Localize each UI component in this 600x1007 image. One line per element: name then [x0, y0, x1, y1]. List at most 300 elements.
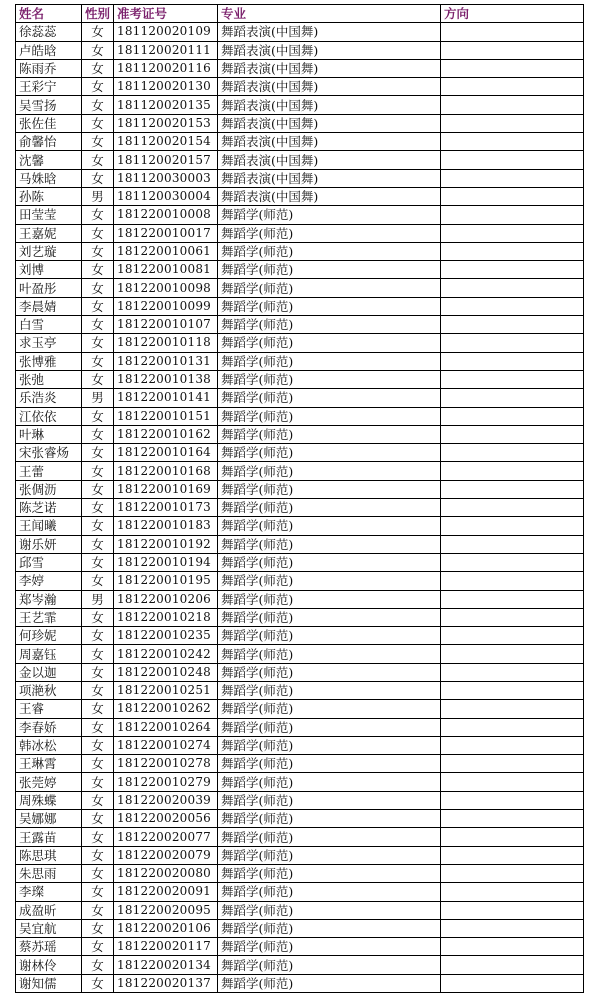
cell-direction [441, 41, 584, 59]
cell-direction [441, 59, 584, 77]
table-row [16, 334, 584, 352]
table-row [16, 938, 584, 956]
cell-name: 吴宜航 [16, 919, 82, 937]
table-row [16, 370, 584, 388]
cell-major: 舞蹈学(师范) [218, 901, 441, 919]
cell-gender: 女 [82, 846, 114, 864]
cell-gender: 女 [82, 59, 114, 77]
cell-major: 舞蹈学(师范) [218, 974, 441, 992]
table-row [16, 810, 584, 828]
cell-direction [441, 608, 584, 626]
cell-exam-id: 181220010248 [114, 663, 218, 681]
cell-exam-id: 181220020077 [114, 828, 218, 846]
cell-name: 王嘉妮 [16, 224, 82, 242]
cell-gender: 男 [82, 590, 114, 608]
cell-direction [441, 974, 584, 992]
cell-major: 舞蹈表演(中国舞) [218, 59, 441, 77]
cell-exam-id: 181220010242 [114, 645, 218, 663]
cell-exam-id: 181220010183 [114, 517, 218, 535]
cell-direction [441, 499, 584, 517]
cell-exam-id: 181220010264 [114, 718, 218, 736]
table-row [16, 59, 584, 77]
cell-gender: 女 [82, 645, 114, 663]
cell-direction [441, 279, 584, 297]
cell-name: 蔡苏瑶 [16, 938, 82, 956]
header-direction: 方向 [441, 5, 584, 23]
cell-gender: 女 [82, 810, 114, 828]
cell-major: 舞蹈学(师范) [218, 590, 441, 608]
cell-name: 吴娜娜 [16, 810, 82, 828]
table-row [16, 736, 584, 754]
cell-gender: 女 [82, 96, 114, 114]
table-row [16, 828, 584, 846]
cell-direction [441, 645, 584, 663]
cell-gender: 女 [82, 151, 114, 169]
cell-major: 舞蹈学(师范) [218, 736, 441, 754]
cell-major: 舞蹈学(师范) [218, 261, 441, 279]
table-row [16, 407, 584, 425]
cell-direction [441, 316, 584, 334]
cell-direction [441, 590, 584, 608]
table-row [16, 864, 584, 882]
cell-exam-id: 181220010099 [114, 297, 218, 315]
table-row [16, 297, 584, 315]
cell-gender: 女 [82, 773, 114, 791]
cell-exam-id: 181220010118 [114, 334, 218, 352]
cell-gender: 女 [82, 279, 114, 297]
header-exam-id: 准考证号 [114, 5, 218, 23]
cell-name: 张博雅 [16, 352, 82, 370]
cell-gender: 女 [82, 261, 114, 279]
cell-major: 舞蹈学(师范) [218, 846, 441, 864]
cell-gender: 女 [82, 114, 114, 132]
cell-direction [441, 810, 584, 828]
cell-gender: 女 [82, 553, 114, 571]
cell-direction [441, 919, 584, 937]
cell-major: 舞蹈学(师范) [218, 462, 441, 480]
table-row [16, 425, 584, 443]
cell-name: 李婷 [16, 572, 82, 590]
cell-direction [441, 261, 584, 279]
cell-direction [441, 96, 584, 114]
cell-exam-id: 181220010235 [114, 627, 218, 645]
cell-gender: 女 [82, 499, 114, 517]
cell-exam-id: 181220010107 [114, 316, 218, 334]
cell-gender: 女 [82, 352, 114, 370]
cell-exam-id: 181220010008 [114, 206, 218, 224]
table-row [16, 755, 584, 773]
table-row [16, 41, 584, 59]
cell-gender: 女 [82, 828, 114, 846]
cell-major: 舞蹈学(师范) [218, 242, 441, 260]
cell-direction [441, 864, 584, 882]
cell-major: 舞蹈学(师范) [218, 407, 441, 425]
cell-name: 陈芝诺 [16, 499, 82, 517]
cell-direction [441, 224, 584, 242]
cell-name: 俞馨怡 [16, 133, 82, 151]
cell-major: 舞蹈表演(中国舞) [218, 96, 441, 114]
cell-name: 邱雪 [16, 553, 82, 571]
cell-name: 求玉亭 [16, 334, 82, 352]
cell-major: 舞蹈学(师范) [218, 553, 441, 571]
cell-gender: 女 [82, 462, 114, 480]
table-row [16, 444, 584, 462]
cell-name: 周嘉钰 [16, 645, 82, 663]
cell-exam-id: 181220010138 [114, 370, 218, 388]
cell-direction [441, 370, 584, 388]
cell-direction [441, 553, 584, 571]
table-row [16, 700, 584, 718]
cell-gender: 女 [82, 572, 114, 590]
table-row [16, 956, 584, 974]
cell-gender: 女 [82, 334, 114, 352]
cell-name: 王蕾 [16, 462, 82, 480]
cell-exam-id: 181220010151 [114, 407, 218, 425]
cell-name: 刘博 [16, 261, 82, 279]
cell-major: 舞蹈学(师范) [218, 718, 441, 736]
cell-major: 舞蹈学(师范) [218, 681, 441, 699]
cell-major: 舞蹈学(师范) [218, 627, 441, 645]
cell-name: 李晨婧 [16, 297, 82, 315]
cell-major: 舞蹈学(师范) [218, 828, 441, 846]
cell-major: 舞蹈学(师范) [218, 608, 441, 626]
cell-name: 陈思琪 [16, 846, 82, 864]
cell-exam-id: 181120020111 [114, 41, 218, 59]
cell-direction [441, 718, 584, 736]
cell-name: 白雪 [16, 316, 82, 334]
header-major: 专业 [218, 5, 441, 23]
table-row [16, 480, 584, 498]
cell-exam-id: 181220010081 [114, 261, 218, 279]
table-row [16, 608, 584, 626]
cell-major: 舞蹈学(师范) [218, 864, 441, 882]
cell-major: 舞蹈表演(中国舞) [218, 114, 441, 132]
cell-direction [441, 23, 584, 41]
cell-exam-id: 181120020116 [114, 59, 218, 77]
cell-gender: 女 [82, 242, 114, 260]
cell-name: 宋张睿炀 [16, 444, 82, 462]
cell-gender: 女 [82, 407, 114, 425]
cell-major: 舞蹈学(师范) [218, 444, 441, 462]
cell-exam-id: 181120020153 [114, 114, 218, 132]
cell-direction [441, 535, 584, 553]
cell-gender: 女 [82, 133, 114, 151]
cell-major: 舞蹈学(师范) [218, 572, 441, 590]
cell-name: 叶盈彤 [16, 279, 82, 297]
cell-direction [441, 956, 584, 974]
table-row [16, 389, 584, 407]
cell-name: 李璨 [16, 883, 82, 901]
cell-gender: 女 [82, 608, 114, 626]
cell-gender: 男 [82, 187, 114, 205]
cell-name: 叶琳 [16, 425, 82, 443]
cell-gender: 女 [82, 444, 114, 462]
cell-name: 孙陈 [16, 187, 82, 205]
cell-gender: 女 [82, 736, 114, 754]
cell-direction [441, 133, 584, 151]
table-row [16, 462, 584, 480]
cell-name: 谢乐妍 [16, 535, 82, 553]
cell-direction [441, 627, 584, 645]
cell-gender: 女 [82, 883, 114, 901]
cell-gender: 女 [82, 627, 114, 645]
cell-gender: 女 [82, 938, 114, 956]
cell-direction [441, 846, 584, 864]
cell-direction [441, 700, 584, 718]
cell-exam-id: 181220010141 [114, 389, 218, 407]
cell-direction [441, 169, 584, 187]
table-body [16, 23, 584, 993]
cell-direction [441, 334, 584, 352]
cell-name: 项滟秋 [16, 681, 82, 699]
table-row [16, 681, 584, 699]
table-row [16, 114, 584, 132]
table-row [16, 23, 584, 41]
cell-gender: 女 [82, 663, 114, 681]
cell-major: 舞蹈学(师范) [218, 517, 441, 535]
table-row [16, 78, 584, 96]
cell-gender: 女 [82, 206, 114, 224]
cell-gender: 女 [82, 755, 114, 773]
cell-exam-id: 181120020130 [114, 78, 218, 96]
cell-name: 张莞婷 [16, 773, 82, 791]
cell-major: 舞蹈学(师范) [218, 370, 441, 388]
cell-direction [441, 572, 584, 590]
cell-name: 徐蕊蕊 [16, 23, 82, 41]
cell-major: 舞蹈表演(中国舞) [218, 133, 441, 151]
cell-gender: 女 [82, 700, 114, 718]
table-row [16, 224, 584, 242]
cell-gender: 女 [82, 169, 114, 187]
cell-name: 郑岑瀚 [16, 590, 82, 608]
header-name: 姓名 [16, 5, 82, 23]
cell-major: 舞蹈学(师范) [218, 700, 441, 718]
table-row [16, 901, 584, 919]
cell-direction [441, 78, 584, 96]
cell-name: 吴雪扬 [16, 96, 82, 114]
cell-exam-id: 181220010173 [114, 499, 218, 517]
cell-major: 舞蹈学(师范) [218, 535, 441, 553]
table-row [16, 316, 584, 334]
cell-exam-id: 181220020080 [114, 864, 218, 882]
cell-direction [441, 883, 584, 901]
cell-exam-id: 181120020109 [114, 23, 218, 41]
cell-gender: 女 [82, 535, 114, 553]
cell-direction [441, 425, 584, 443]
cell-direction [441, 242, 584, 260]
cell-exam-id: 181220010192 [114, 535, 218, 553]
table-row [16, 663, 584, 681]
cell-major: 舞蹈学(师范) [218, 224, 441, 242]
table-row [16, 169, 584, 187]
cell-name: 谢知儒 [16, 974, 82, 992]
cell-exam-id: 181220010194 [114, 553, 218, 571]
cell-exam-id: 181120020135 [114, 96, 218, 114]
cell-exam-id: 181220020056 [114, 810, 218, 828]
table-row [16, 791, 584, 809]
cell-gender: 女 [82, 23, 114, 41]
cell-exam-id: 181220020106 [114, 919, 218, 937]
table-row [16, 279, 584, 297]
cell-name: 乐浩炎 [16, 389, 82, 407]
table-row [16, 133, 584, 151]
cell-direction [441, 480, 584, 498]
table-row [16, 846, 584, 864]
cell-name: 何珍妮 [16, 627, 82, 645]
cell-gender: 女 [82, 41, 114, 59]
cell-gender: 女 [82, 681, 114, 699]
cell-exam-id: 181220010218 [114, 608, 218, 626]
cell-major: 舞蹈学(师范) [218, 773, 441, 791]
cell-major: 舞蹈学(师范) [218, 334, 441, 352]
table-row [16, 974, 584, 992]
cell-gender: 女 [82, 224, 114, 242]
cell-direction [441, 773, 584, 791]
cell-major: 舞蹈学(师范) [218, 645, 441, 663]
cell-name: 王琳霄 [16, 755, 82, 773]
cell-major: 舞蹈学(师范) [218, 297, 441, 315]
table-row [16, 96, 584, 114]
cell-direction [441, 297, 584, 315]
cell-direction [441, 407, 584, 425]
cell-exam-id: 181220010168 [114, 462, 218, 480]
table-row [16, 627, 584, 645]
cell-direction [441, 352, 584, 370]
cell-major: 舞蹈学(师范) [218, 480, 441, 498]
student-list-sheet [15, 4, 583, 993]
cell-exam-id: 181220010169 [114, 480, 218, 498]
cell-major: 舞蹈学(师范) [218, 791, 441, 809]
cell-name: 田莹莹 [16, 206, 82, 224]
cell-gender: 女 [82, 517, 114, 535]
cell-gender: 女 [82, 78, 114, 96]
cell-direction [441, 828, 584, 846]
table-row [16, 590, 584, 608]
cell-major: 舞蹈学(师范) [218, 316, 441, 334]
cell-exam-id: 181120030004 [114, 187, 218, 205]
header-row [16, 5, 584, 23]
cell-direction [441, 901, 584, 919]
cell-exam-id: 181220010164 [114, 444, 218, 462]
cell-name: 沈馨 [16, 151, 82, 169]
cell-exam-id: 181220010251 [114, 681, 218, 699]
cell-direction [441, 389, 584, 407]
cell-exam-id: 181220010274 [114, 736, 218, 754]
cell-direction [441, 791, 584, 809]
cell-major: 舞蹈学(师范) [218, 425, 441, 443]
table-row [16, 151, 584, 169]
cell-major: 舞蹈学(师范) [218, 883, 441, 901]
cell-direction [441, 681, 584, 699]
cell-gender: 女 [82, 718, 114, 736]
cell-exam-id: 181220010017 [114, 224, 218, 242]
cell-major: 舞蹈表演(中国舞) [218, 78, 441, 96]
cell-exam-id: 181120020157 [114, 151, 218, 169]
table-row [16, 773, 584, 791]
cell-gender: 女 [82, 919, 114, 937]
table-row [16, 206, 584, 224]
cell-gender: 女 [82, 901, 114, 919]
cell-exam-id: 181220010278 [114, 755, 218, 773]
cell-name: 王睿 [16, 700, 82, 718]
table-row [16, 883, 584, 901]
cell-exam-id: 181220010162 [114, 425, 218, 443]
cell-name: 张弛 [16, 370, 82, 388]
cell-exam-id: 181220020134 [114, 956, 218, 974]
table-row [16, 718, 584, 736]
cell-major: 舞蹈学(师范) [218, 206, 441, 224]
cell-exam-id: 181220010061 [114, 242, 218, 260]
cell-gender: 女 [82, 956, 114, 974]
cell-gender: 女 [82, 974, 114, 992]
cell-major: 舞蹈学(师范) [218, 352, 441, 370]
cell-name: 王彩宁 [16, 78, 82, 96]
cell-direction [441, 114, 584, 132]
cell-name: 成盈昕 [16, 901, 82, 919]
cell-exam-id: 181220010262 [114, 700, 218, 718]
cell-exam-id: 181220020039 [114, 791, 218, 809]
cell-name: 王闻曦 [16, 517, 82, 535]
cell-direction [441, 206, 584, 224]
cell-exam-id: 181220020137 [114, 974, 218, 992]
cell-direction [441, 444, 584, 462]
cell-exam-id: 181220010098 [114, 279, 218, 297]
cell-direction [441, 462, 584, 480]
table-row [16, 187, 584, 205]
cell-gender: 女 [82, 425, 114, 443]
cell-exam-id: 181220020117 [114, 938, 218, 956]
cell-exam-id: 181220010279 [114, 773, 218, 791]
cell-gender: 女 [82, 370, 114, 388]
cell-exam-id: 181220010206 [114, 590, 218, 608]
cell-name: 朱思雨 [16, 864, 82, 882]
cell-direction [441, 938, 584, 956]
cell-direction [441, 187, 584, 205]
table-row [16, 352, 584, 370]
cell-major: 舞蹈学(师范) [218, 663, 441, 681]
table-row [16, 517, 584, 535]
cell-name: 张倜沥 [16, 480, 82, 498]
cell-direction [441, 736, 584, 754]
cell-name: 张佐佳 [16, 114, 82, 132]
cell-exam-id: 181120020154 [114, 133, 218, 151]
cell-major: 舞蹈学(师范) [218, 499, 441, 517]
cell-exam-id: 181220010195 [114, 572, 218, 590]
cell-direction [441, 663, 584, 681]
cell-major: 舞蹈学(师范) [218, 279, 441, 297]
cell-name: 金以迦 [16, 663, 82, 681]
cell-name: 卢皓晗 [16, 41, 82, 59]
cell-direction [441, 151, 584, 169]
header-gender: 性别 [82, 5, 114, 23]
cell-exam-id: 181220020095 [114, 901, 218, 919]
cell-major: 舞蹈学(师范) [218, 956, 441, 974]
table-row [16, 499, 584, 517]
cell-major: 舞蹈表演(中国舞) [218, 187, 441, 205]
cell-exam-id: 181220020091 [114, 883, 218, 901]
cell-name: 谢林伶 [16, 956, 82, 974]
cell-major: 舞蹈学(师范) [218, 810, 441, 828]
cell-gender: 女 [82, 864, 114, 882]
cell-gender: 女 [82, 791, 114, 809]
cell-major: 舞蹈表演(中国舞) [218, 41, 441, 59]
cell-name: 江依依 [16, 407, 82, 425]
cell-name: 刘艺璇 [16, 242, 82, 260]
table-row [16, 535, 584, 553]
table-row [16, 572, 584, 590]
cell-name: 陈雨乔 [16, 59, 82, 77]
cell-name: 马姝晗 [16, 169, 82, 187]
